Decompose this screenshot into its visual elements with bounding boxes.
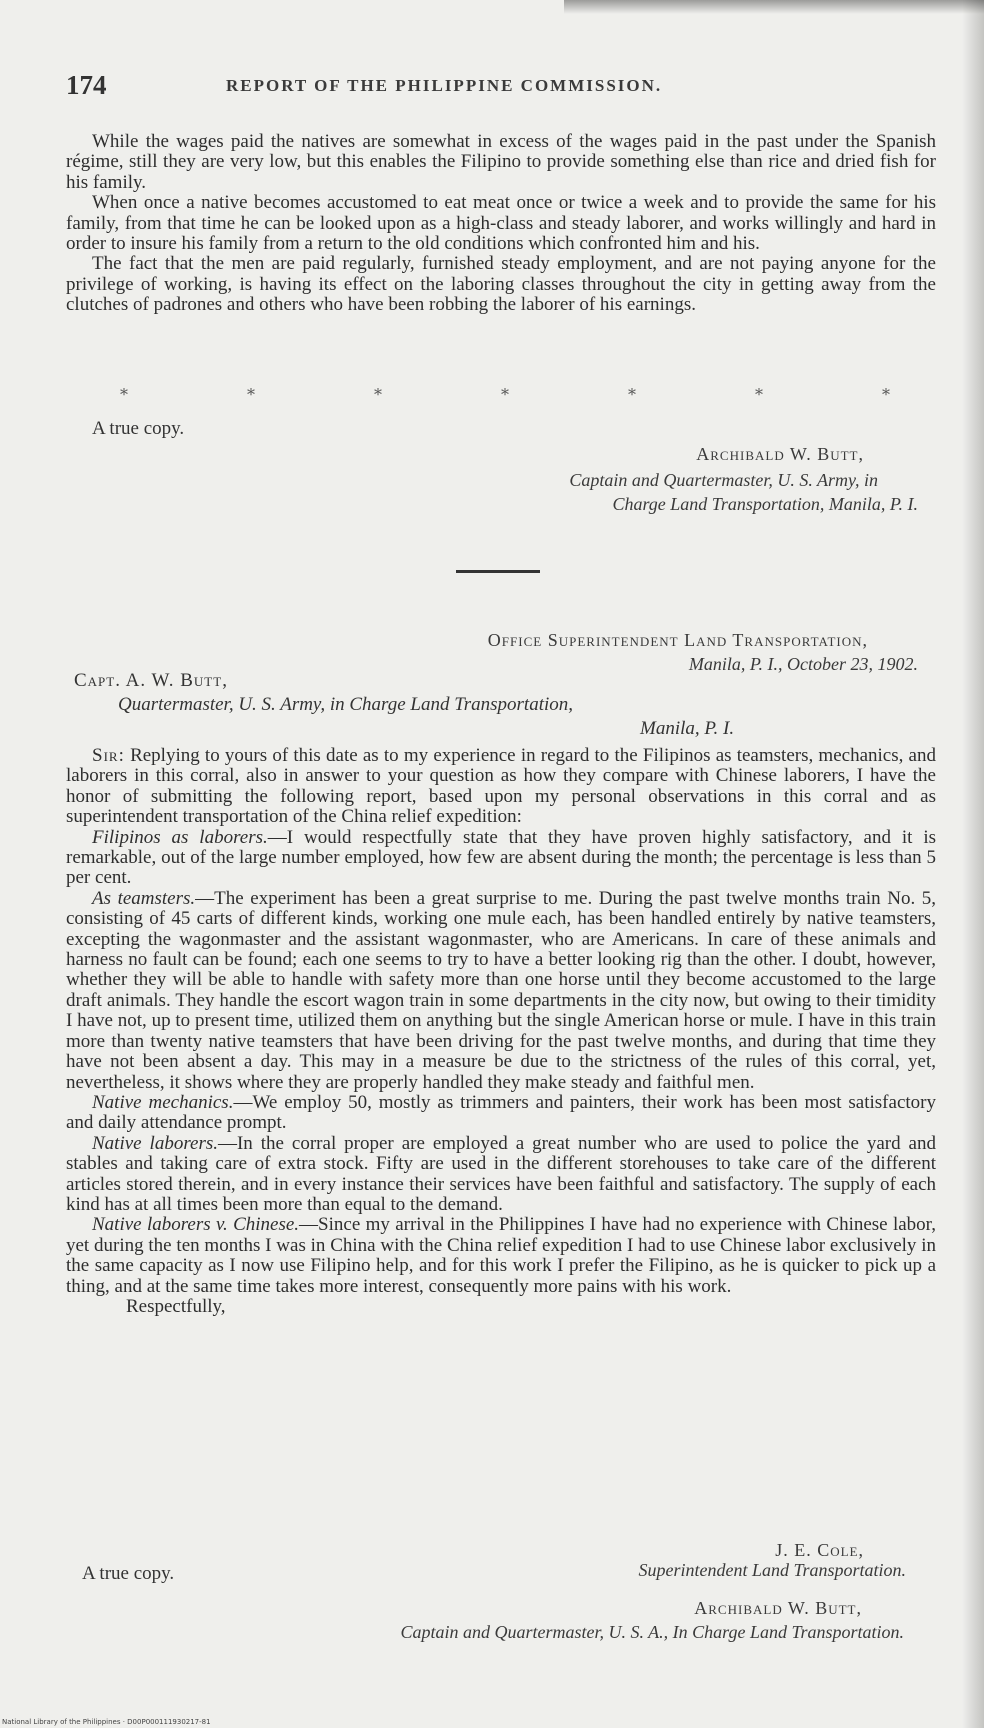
signer-name: J. E. Cole, xyxy=(775,1540,864,1560)
office-line: Office Superintendent Land Transportation, xyxy=(487,630,868,650)
running-head: REPORT OF THE PHILIPPINE COMMISSION. xyxy=(226,76,663,95)
signature-name: Archibald W. Butt, xyxy=(696,444,864,464)
star: * xyxy=(501,385,509,404)
final-signature-title: Captain and Quartermaster, U. S. A., In Charge Land Transportation. xyxy=(400,1622,904,1642)
scan-edge-shadow-right xyxy=(962,0,984,1728)
section-filipinos-as-laborers: Filipinos as laborers.—I would respectfully state that they have proven highly satisfactory, and it is remarkable, out of the large number employed, how few are absent during the month; the percentage is less than 5 per cent. xyxy=(66,826,936,889)
paragraph: When once a native becomes accustomed to eat meat once or twice a week and to provide the same for his family, from that time he can be looked upon as a high-class and steady laborer, and works willingly and hard in order to insure his family from a return to the old conditions which confronted him and his. xyxy=(66,192,936,255)
signature-title-line1: Captain and Quartermaster, U. S. Army, in xyxy=(569,470,878,490)
true-copy-label-2: A true copy. xyxy=(82,1563,175,1584)
paragraph: The fact that the men are paid regularly, furnished steady employment, and are not paying anyone for the privilege of working, is having its effect on the laboring classes throughout the city in getting away from the clutches of padrones and others who have been robbing the laborer of his earnings. xyxy=(66,253,936,316)
final-signature-name: Archibald W. Butt, xyxy=(694,1598,862,1618)
footer-credit: National Library of the Philippines · D00P000111930217-81 xyxy=(2,1718,211,1726)
closing: Respectfully, xyxy=(126,1295,226,1317)
page-number: 174 xyxy=(66,70,107,100)
section-native-laborers: Native laborers.—In the corral proper are employed a great number who are used to police the yard and stables and taking care of extra stock. Fifty are used in the different storehouses to take care of the different articles stored therein, and in every instance their services have been faithful and satisfactory. The supply of each kind has at all times been more than equal to the demand. xyxy=(66,1132,936,1215)
star: * xyxy=(628,385,636,404)
addressee-place: Manila, P. I. xyxy=(640,718,735,739)
true-copy-label: A true copy. xyxy=(92,418,185,439)
star: * xyxy=(120,385,128,404)
star: * xyxy=(247,385,255,404)
date-line: Manila, P. I., October 23, 1902. xyxy=(688,654,918,674)
ellipsis-stars xyxy=(120,385,890,404)
star: * xyxy=(882,385,890,404)
section-divider xyxy=(456,570,540,573)
addressee-name: Capt. A. W. Butt, xyxy=(74,670,228,691)
section-1-text xyxy=(66,132,936,316)
addressee-title: Quartermaster, U. S. Army, in Charge Land Transportation, xyxy=(118,694,573,715)
page-header xyxy=(66,70,926,110)
section-native-vs-chinese: Native laborers v. Chinese.—Since my arrival in the Philippines I have had no experience with Chinese labor, yet during the ten months I was in China with the China relief expedition I had to use Chinese labor exclusively in the same capacity as I now use Filipino help, and for this work I prefer the Filipino, as he is quicker to pick up a thing, and at the same time takes more interest, consequently more pains with his work. xyxy=(66,1214,936,1297)
star: * xyxy=(755,385,763,404)
signer-title: Superintendent Land Transportation. xyxy=(638,1560,906,1580)
section-native-mechanics: Native mechanics.—We employ 50, mostly as trimmers and painters, their work has been most satisfactory and daily attendance prompt. xyxy=(66,1091,936,1134)
section-as-teamsters: As teamsters.—The experiment has been a great surprise to me. During the past twelve months train No. 5, consisting of 45 carts of different kinds, working one mule each, has been handled entirely by native teamsters, excepting the wagonmaster and the assistant wagonmaster, who are Americans. In care of these animals and harness no fault can be found; each one seems to try to have a better looking rig than the other. I doubt, however, whether they will be able to handle with safety more than one horse until they become accustomed to the large draft animals. They handle the escort wagon train in some departments in the city now, but owing to their timidity I have not, up to present time, utilized them on anything but the single American horse or mule. I have in this train more than twenty native teamsters that have been driving for the past twelve months, and during that time they have not been absent a day. This may in a measure be due to the strictness of the rules of this corral, yet, nevertheless, it shows where they are properly handled they make steady and faithful men. xyxy=(66,887,937,1093)
signature-title-line2: Charge Land Transportation, Manila, P. I. xyxy=(612,494,918,514)
scan-edge-shadow xyxy=(564,0,984,14)
letter-intro: Sir: Replying to yours of this date as to my experience in regard to the Filipinos as teamsters, mechanics, and laborers in this corral, also in answer to your question as how they compare with Chinese laborers, I have the honor of submitting the following report, based upon my personal observations in this corral and as superintendent transportation of the China relief expedition: xyxy=(66,745,936,828)
paragraph: While the wages paid the natives are somewhat in excess of the wages paid in the past under the Spanish régime, still they are very low, but this enables the Filipino to provide something else than rice and dried fish for his family. xyxy=(66,131,936,193)
salutation: Sir: xyxy=(92,745,125,766)
star: * xyxy=(374,385,382,404)
letter-body xyxy=(66,746,936,1317)
